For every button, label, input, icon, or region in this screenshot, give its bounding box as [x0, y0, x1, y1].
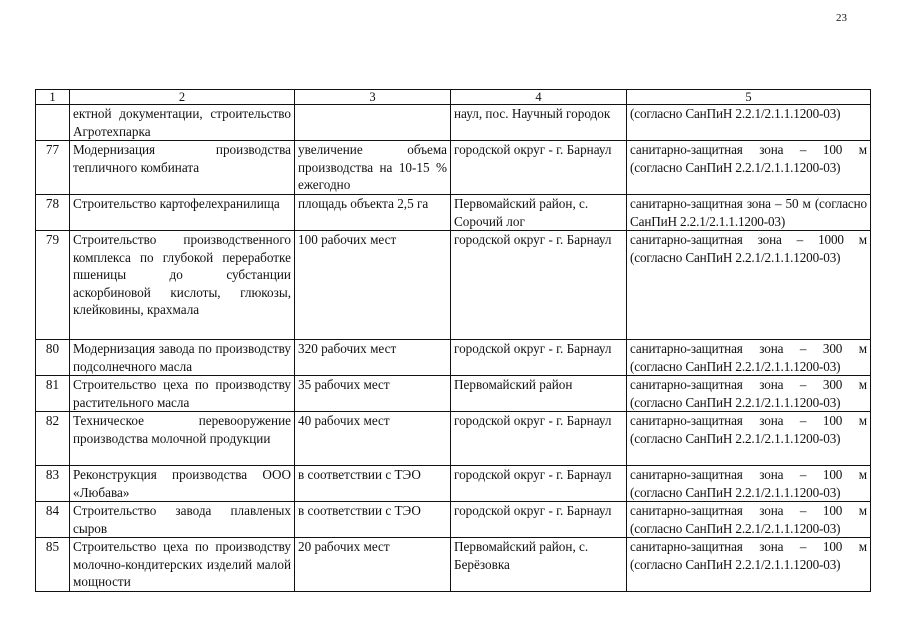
project-location: городской округ - г. Барнаул	[451, 412, 627, 466]
project-name: Строительство завода плавленых сыров	[70, 502, 295, 538]
row-number: 78	[36, 195, 70, 231]
table-row	[36, 376, 871, 412]
row-number: 85	[36, 538, 70, 592]
project-location: Первомайский район	[451, 376, 627, 412]
project-indicator: 320 рабочих мест	[295, 340, 451, 376]
row-number: 80	[36, 340, 70, 376]
row-number: 84	[36, 502, 70, 538]
project-impact: санитарно-защитная зона – 300 м (согласно СанПиН 2.2.1/2.1.1.1200-03)	[627, 376, 871, 412]
table-row	[36, 538, 871, 592]
table-row	[36, 412, 871, 466]
table-row	[36, 105, 871, 141]
project-location: Первомайский район, с. Сорочий лог	[451, 195, 627, 231]
row-number: 81	[36, 376, 70, 412]
column-header: 2	[70, 90, 295, 105]
project-indicator: в соответствии с ТЭО	[295, 502, 451, 538]
project-impact: санитарно-защитная зона – 100 м (согласно СанПиН 2.2.1/2.1.1.1200-03)	[627, 466, 871, 502]
row-number	[36, 105, 70, 141]
table-row	[36, 502, 871, 538]
project-impact: санитарно-защитная зона – 100 м (согласно СанПиН 2.2.1/2.1.1.1200-03)	[627, 538, 871, 592]
project-location: городской округ - г. Барнаул	[451, 466, 627, 502]
project-indicator: 35 рабочих мест	[295, 376, 451, 412]
column-header: 3	[295, 90, 451, 105]
table-row	[36, 340, 871, 376]
project-location: городской округ - г. Барнаул	[451, 231, 627, 340]
project-impact: санитарно-защитная зона – 100 м (согласно СанПиН 2.2.1/2.1.1.1200-03)	[627, 412, 871, 466]
project-impact: санитарно-защитная зона – 300 м (согласно СанПиН 2.2.1/2.1.1.1200-03)	[627, 340, 871, 376]
table-row	[36, 195, 871, 231]
project-name: Реконструкция производства ООО «Любава»	[70, 466, 295, 502]
project-name: Модернизация производства тепличного комбината	[70, 141, 295, 195]
project-indicator: увеличение объема производства на 10-15 % ежегодно	[295, 141, 451, 195]
project-name: ектной документации, строительство Агротехпарка	[70, 105, 295, 141]
project-name: Строительство производственного комплекса по глубокой переработке пшеницы до субстанции аскорбиновой кислоты, глюкозы, клейковины, крахмала	[70, 231, 295, 340]
project-name: Строительство цеха по производству молочно-кондитерских изделий малой мощности	[70, 538, 295, 592]
table-row	[36, 231, 871, 340]
project-impact: (согласно СанПиН 2.2.1/2.1.1.1200-03)	[627, 105, 871, 141]
project-impact: санитарно-защитная зона – 50 м (согласно СанПиН 2.2.1/2.1.1.1200-03)	[627, 195, 871, 231]
project-impact: санитарно-защитная зона – 100 м (согласно СанПиН 2.2.1/2.1.1.1200-03)	[627, 502, 871, 538]
project-indicator: 20 рабочих мест	[295, 538, 451, 592]
project-impact: санитарно-защитная зона – 1000 м (согласно СанПиН 2.2.1/2.1.1.1200-03)	[627, 231, 871, 340]
project-indicator: в соответствии с ТЭО	[295, 466, 451, 502]
project-indicator: 100 рабочих мест	[295, 231, 451, 340]
row-number: 83	[36, 466, 70, 502]
project-indicator: 40 рабочих мест	[295, 412, 451, 466]
table-row	[36, 141, 871, 195]
row-number: 82	[36, 412, 70, 466]
project-location: наул, пос. Научный городок	[451, 105, 627, 141]
row-number: 79	[36, 231, 70, 340]
table-row	[36, 466, 871, 502]
column-header: 5	[627, 90, 871, 105]
project-name: Техническое перевооружение производства молочной продукции	[70, 412, 295, 466]
column-header: 1	[36, 90, 70, 105]
project-name: Модернизация завода по производству подсолнечного масла	[70, 340, 295, 376]
row-number: 77	[36, 141, 70, 195]
projects-table	[35, 89, 871, 592]
project-indicator	[295, 105, 451, 141]
project-location: городской округ - г. Барнаул	[451, 141, 627, 195]
project-location: городской округ - г. Барнаул	[451, 340, 627, 376]
page-number: 23	[836, 12, 847, 24]
project-location: Первомайский район, с. Берёзовка	[451, 538, 627, 592]
project-name: Строительство цеха по производству растительного масла	[70, 376, 295, 412]
project-impact: санитарно-защитная зона – 100 м (согласно СанПиН 2.2.1/2.1.1.1200-03)	[627, 141, 871, 195]
column-header: 4	[451, 90, 627, 105]
project-name: Строительство картофелехранилища	[70, 195, 295, 231]
project-indicator: площадь объекта 2,5 га	[295, 195, 451, 231]
table-header-row	[36, 90, 871, 105]
project-location: городской округ - г. Барнаул	[451, 502, 627, 538]
